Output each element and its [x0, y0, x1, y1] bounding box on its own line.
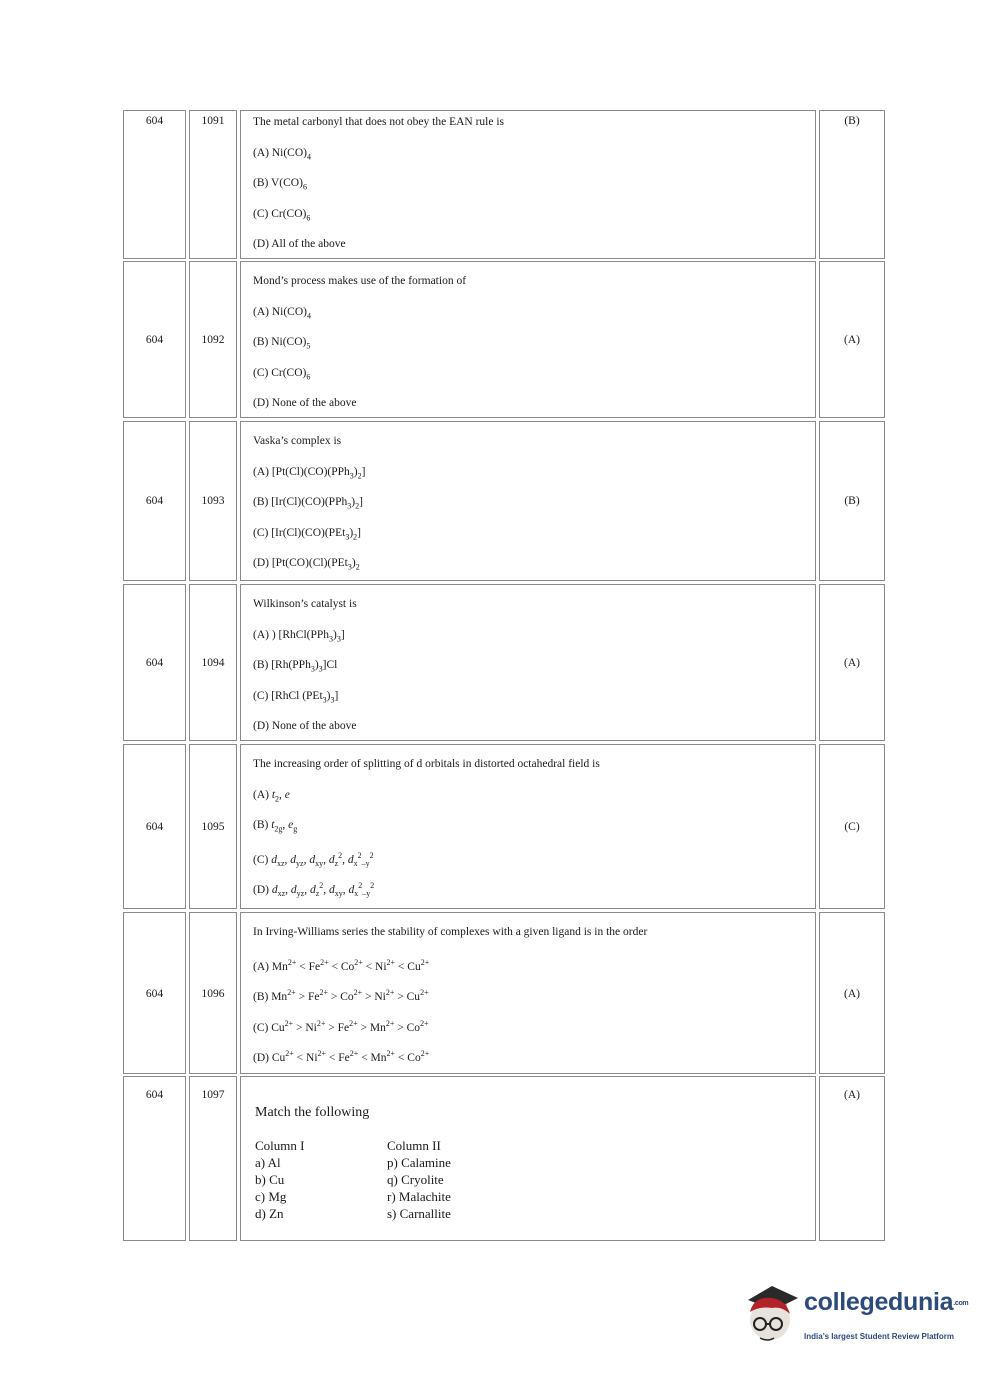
- code-cell: [123, 110, 186, 259]
- answer-key: (B): [844, 115, 860, 127]
- question-row-1097: [123, 1076, 885, 1241]
- option: (D) None of the above: [253, 397, 357, 409]
- question-body: [253, 274, 466, 427]
- question-cell: [240, 261, 816, 418]
- code-cell: [123, 744, 186, 909]
- option: (C) $Cu^{2+} > Ni^{2+} > Fe^{2+} > Mn^{2+} > Co^{2+}$: [253, 1018, 429, 1034]
- question-body: [253, 434, 365, 587]
- option: (A) $Ni(CO)_4$: [253, 146, 311, 161]
- option: (A) $Mn^{2+} < Fe^{2+} < Co^{2+} < Ni^{2+} < Cu^{2+}$: [253, 957, 430, 973]
- option: (B) $t_{2g}$, $e_g$: [253, 819, 298, 834]
- answer-cell: [819, 744, 885, 909]
- question-row-1093: [123, 421, 885, 581]
- answer-cell: [819, 584, 885, 741]
- answer-cell: [819, 261, 885, 418]
- qno-cell: [189, 421, 237, 581]
- subject-code: 604: [145, 495, 164, 507]
- answer-cell: [819, 912, 885, 1074]
- column-1-item: a) Al: [255, 1155, 281, 1170]
- qno-cell: [189, 584, 237, 741]
- column-2-item: r) Malachite: [387, 1189, 451, 1204]
- option: (B) $[Rh(PPh_3)_3]Cl$: [253, 659, 338, 674]
- option: (C) $Cr(CO)_6$: [253, 366, 311, 381]
- column-2-item: q) Cryolite: [387, 1172, 444, 1187]
- question-body: [253, 597, 357, 750]
- question-row-1095: [123, 744, 885, 909]
- column-2-header: Column II: [387, 1138, 441, 1153]
- column-2-item: s) Carnallite: [387, 1206, 451, 1221]
- qno-cell: [189, 912, 237, 1074]
- question-stem: The metal carbonyl that does not obey the EAN rule is: [253, 116, 505, 128]
- code-cell: [123, 261, 186, 418]
- question-row-1094: [123, 584, 885, 741]
- column-1-item: c) Mg: [255, 1189, 287, 1204]
- question-body: [253, 925, 647, 1078]
- question-body: [253, 115, 504, 268]
- question-row-1092: [123, 261, 885, 418]
- option: (D) None of the above: [253, 720, 357, 732]
- option: (C) $Cr(CO)_6$: [253, 207, 311, 222]
- answer-key: (A): [844, 657, 860, 669]
- column-1-item: b) Cu: [255, 1172, 285, 1187]
- option: (A) $[Pt(Cl)(CO)(PPh_3)_2]$: [253, 465, 366, 480]
- answer-key: (B): [844, 495, 860, 507]
- question-cell: [240, 584, 816, 741]
- brand-tagline: India’s largest Student Review Platform: [804, 1332, 954, 1341]
- answer-key: (A): [844, 334, 860, 346]
- match-table: [255, 1137, 451, 1222]
- question-number: 1095: [201, 821, 225, 833]
- option: (B) $V(CO)_6$: [253, 177, 307, 192]
- qno-cell: [189, 1076, 237, 1241]
- option: (C) $[Ir(Cl)(CO)(PEt_3)_2]$: [253, 526, 361, 541]
- subject-code: 604: [145, 657, 164, 669]
- option: (D) $d_{xz}$, $d_{yz}$, $d_z^2$, $d_{xy}$, $d_x^2_{-y}^2$: [253, 881, 375, 899]
- answer-key: (A): [844, 988, 860, 1000]
- question-cell: [240, 912, 816, 1074]
- option: (D) $Cu^{2+} < Ni^{2+} < Fe^{2+} < Mn^{2+} < Co^{2+}$: [253, 1049, 430, 1064]
- question-stem: Wilkinson’s catalyst is: [253, 598, 357, 610]
- answer-key: (C): [844, 821, 860, 833]
- answer-cell: [819, 110, 885, 259]
- answer-cell: [819, 421, 885, 581]
- question-stem: Vaska’s complex is: [253, 435, 342, 447]
- code-cell: [123, 912, 186, 1074]
- question-body: [253, 757, 600, 910]
- subject-code: 604: [145, 115, 164, 127]
- question-number: 1093: [201, 495, 225, 507]
- qno-cell: [189, 261, 237, 418]
- column-1-header: Column I: [255, 1138, 305, 1153]
- option: (D) [$Pt(CO)(Cl)(PEt_3)_2$: [253, 557, 360, 572]
- answer-cell: [819, 1076, 885, 1241]
- question-cell: [240, 1076, 816, 1241]
- subject-code: 604: [145, 988, 164, 1000]
- question-number: 1097: [201, 1089, 225, 1101]
- option: (B) $[Ir(Cl)(CO)(PPh_3)_2]$: [253, 496, 363, 511]
- column-1-item: d) Zn: [255, 1206, 284, 1221]
- question-row-1096: [123, 912, 885, 1074]
- question-stem: In Irving-Williams series the stability of complexes with a given ligand is in the order: [253, 926, 648, 938]
- question-number: 1094: [201, 657, 225, 669]
- option: (C) [RhCl $(PEt_3)_3$]: [253, 689, 339, 704]
- question-stem: The increasing order of splitting of d orbitals in distorted octahedral field is: [253, 758, 600, 770]
- question-cell: [240, 110, 816, 259]
- option: (A) $Ni(CO)_4$: [253, 305, 311, 320]
- match-title: Match the following: [255, 1105, 370, 1120]
- subject-code: 604: [145, 821, 164, 833]
- answer-key: (A): [844, 1089, 860, 1101]
- question-number: 1091: [201, 115, 225, 127]
- option: (C) $d_{xz}$, $d_{yz}$, $d_{xy}$, $d_z^2$, $d_x^2_{-y}^2$: [253, 850, 374, 868]
- subject-code: 604: [145, 334, 164, 346]
- question-number: 1096: [201, 988, 225, 1000]
- question-cell: [240, 744, 816, 909]
- match-block: [255, 1105, 451, 1222]
- question-number: 1092: [201, 334, 225, 346]
- option: (A) $t_2$, e: [253, 788, 290, 803]
- question-row-1091: [123, 110, 885, 259]
- option: (D) All of the above: [253, 238, 346, 250]
- option: (B) $Mn^{2+} > Fe^{2+} > Co^{2+} > Ni^{2+} > Cu^{2+}$: [253, 988, 429, 1003]
- column-2-item: p) Calamine: [387, 1155, 451, 1170]
- question-stem: Mond’s process makes use of the formation of: [253, 275, 467, 287]
- brand-name: collegedunia.com: [804, 1288, 969, 1316]
- qno-cell: [189, 744, 237, 909]
- code-cell: [123, 421, 186, 581]
- option: (B) $Ni(CO)_5$: [253, 336, 311, 351]
- code-cell: [123, 1076, 186, 1241]
- subject-code: 604: [145, 1089, 164, 1101]
- code-cell: [123, 584, 186, 741]
- question-cell: [240, 421, 816, 581]
- brand-suffix: .com: [953, 1299, 969, 1307]
- option: (A) ) $[RhCl(PPh_3)_3]$: [253, 628, 345, 643]
- qno-cell: [189, 110, 237, 259]
